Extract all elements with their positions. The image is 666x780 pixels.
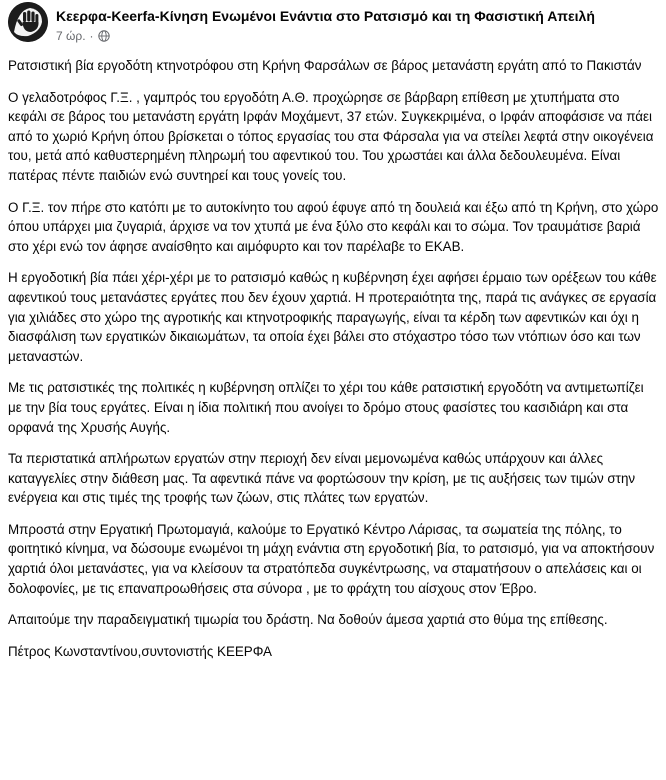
post-paragraph: Ρατσιστική βία εργοδότη κτηνοτρόφου στη Κρήνη Φαρσάλων σε βάρος μετανάστη εργάτη από το Πακιστάν xyxy=(8,58,642,73)
post-header xyxy=(0,0,666,54)
handprint-logo-icon xyxy=(8,2,48,42)
globe-icon[interactable] xyxy=(98,30,110,42)
post-paragraph: Με τις ρατσιστικές της πολιτικές η κυβέρνηση οπλίζει το χέρι του κάθε ρατσιστική εργοδότη να αντιμετωπίζει με την βία τους εργάτες. Είναι η ίδια πολιτική που ανοίγει το δρόμο στους φασίστες του κασιδιάρη και στα ορφανά της Χρυσής Αυγής. xyxy=(8,380,644,435)
avatar[interactable] xyxy=(8,2,48,42)
meta-separator: · xyxy=(89,29,94,43)
post-paragraph: Απαιτούμε την παραδειγματική τιμωρία του δράστη. Να δοθούν άμεσα χαρτιά στο θύμα της επίθεσης. xyxy=(8,612,608,628)
post-paragraph: Ο γελαδοτρόφος Γ.Ξ. , γαμπρός του εργοδότη Α.Θ. προχώρησε σε βάρβαρη επίθεση με χτυπήματα στο κεφάλι σε βάρος του μετανάστη εργάτη Ιρφάν Μοχάμεντ, 37 ετών. Συγκεκριμένα, ο Ιρφάν αποφάσισε να πάει από το χωριό Κρήνη όπου βρίσκεται ο τόπος εργασίας του στα Φάρσαλα για να στείλει λεφτά στην οικογένεια του, μετά από καθυστερημένη πληρωμή του αφεντικού του. Του χρωστάει και άλλα δεδουλευμένα. Είναι πατέρας πέντε παιδιών ενώ συντηρεί και τους γονείς του. xyxy=(8,89,654,183)
post-paragraph: Ο Γ.Ξ. τον πήρε στο κατόπι με το αυτοκίνητο του αφού έφυγε από τη δουλειά και έξω από τη Κρήνη, στο χώρο όπου υπάρχει μια ζυγαριά, άρχισε να τον χτυπά με ένα ξύλο στο κεφάλι και το σώμα. Τον τραυμάτισε βαριά στο χέρι ενώ τον άφησε αναίσθητο και αιμόφυρτο και τον παρέλαβε το ΕΚΑΒ. xyxy=(8,199,659,254)
post-paragraph: Η εργοδοτική βία πάει χέρι-χέρι με το ρατσισμό καθώς η κυβέρνηση έχει αφήσει έρμαιο των ορέξεων του κάθε αφεντικού τους μετανάστες εργάτες που δεν έχουν χαρτιά. Η προτεραιότητα της, παρά τις ανάγκες σε εργασία για χιλιάδες στο χώρο της αγροτικής και κτηνοτροφικής παραγωγής, είναι τα κέρδη των αφεντικών και όχι η διασφάλιση των εργατικών δικαιωμάτων, τα οποία έχει βάλει στο στόχαστρο τόσο των ντόπιων όσο και των μεταναστών. xyxy=(8,270,657,364)
post-meta xyxy=(56,28,110,44)
post-paragraph: Μπροστά στην Εργατική Πρωτομαγιά, καλούμε το Εργατικό Κέντρο Λάρισας, τα σωματεία της πόλης, το φοιτητικό κίνημα, να δώσουμε ενωμένοι τη μάχη ενάντια στη εργοδοτική βία, το ρατσισμό, για να αποκτήσουν χαρτιά όλοι μετανάστες, για να κλείσουν τα στρατόπεδα συγκέντρωσης, να σταματήσουν ο απελάσεις και οι δολοφονίες, με τις επαναπροωθήσεις στα σύνορα , με το φράχτη του αίσχους στον Έβρο. xyxy=(8,521,655,596)
post-paragraph: Τα περιστατικά απλήρωτων εργατών στην περιοχή δεν είναι μεμονωμένα καθώς υπάρχουν και άλλες καταγγελίες στην διάθεση μας. Τα αφεντικά πάνε να φορτώσουν την κρίση, με τις αυξήσεις των τιμών στην ενέργεια και στις τιμές της τροφής των ζώων, στις πλάτες των εργατών. xyxy=(8,451,636,506)
timestamp[interactable]: 7 ώρ. xyxy=(56,29,86,43)
post-body xyxy=(8,56,660,673)
page-name[interactable]: Κεερφα-Keerfa-Κίνηση Ενωμένοι Ενάντια στο Ρατσισμό και τη Φασιστική Απειλή xyxy=(56,8,595,24)
post-signature: Πέτρος Κωνσταντίνου,συντονιστής ΚΕΕΡΦΑ xyxy=(8,643,272,659)
